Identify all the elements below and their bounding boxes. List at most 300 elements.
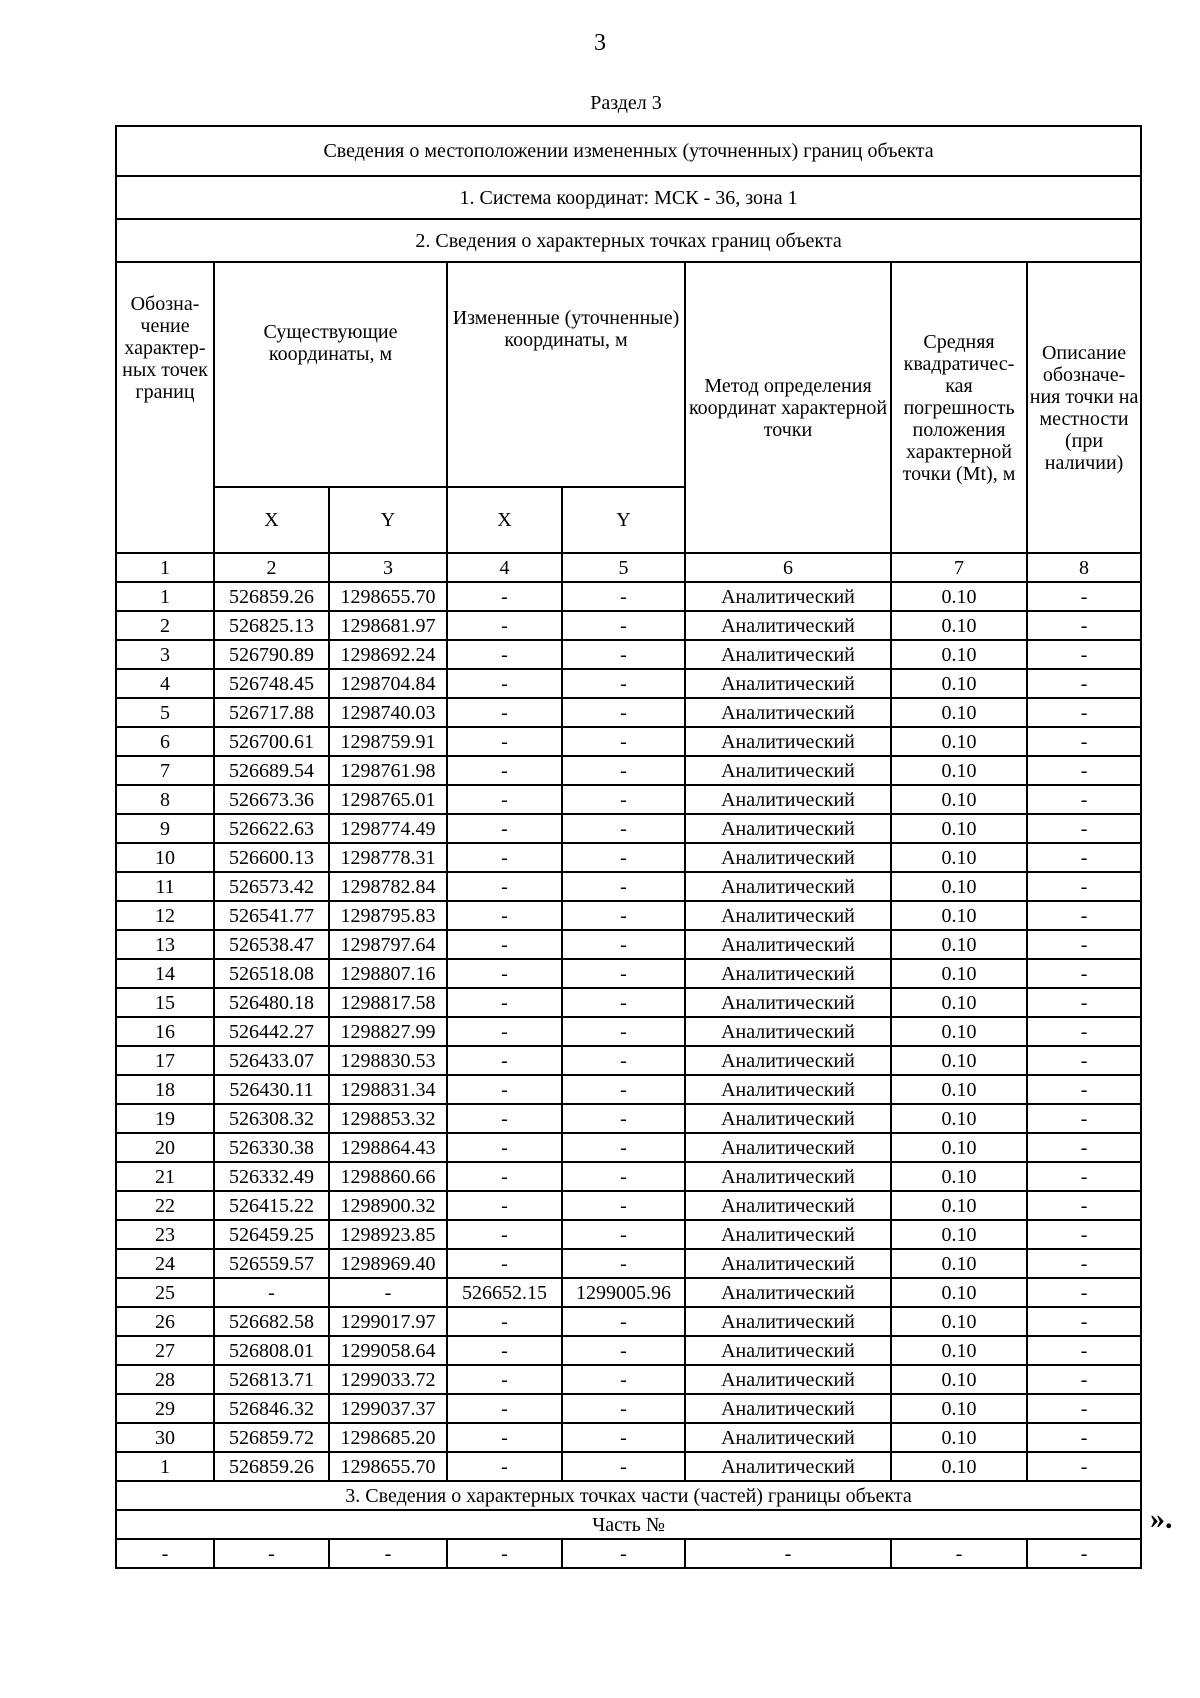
table-cell: 0.10	[891, 756, 1027, 785]
table-cell: -	[214, 1278, 329, 1307]
table-title: Сведения о местоположении измененных (уточненных) границ объекта	[116, 126, 1141, 176]
table-cell: 526330.38	[214, 1133, 329, 1162]
table-cell: -	[562, 1133, 685, 1162]
table-cell: Аналитический	[685, 1220, 891, 1249]
table-cell: -	[1027, 1220, 1141, 1249]
table-cell: 0.10	[891, 611, 1027, 640]
table-cell: 1298765.01	[329, 785, 447, 814]
table-cell: 1298692.24	[329, 640, 447, 669]
coord-system: 1. Система координат: МСК - 36, зона 1	[116, 176, 1141, 219]
table-cell: -	[1027, 843, 1141, 872]
table-cell: 1298827.99	[329, 1017, 447, 1046]
table-cell: 1298795.83	[329, 901, 447, 930]
table-cell: Аналитический	[685, 611, 891, 640]
table-cell: 0.10	[891, 698, 1027, 727]
table-cell: Аналитический	[685, 872, 891, 901]
table-cell: 0.10	[891, 1249, 1027, 1278]
table-cell: 0.10	[891, 1191, 1027, 1220]
table-row	[116, 1336, 1141, 1365]
table-cell: -	[1027, 1133, 1141, 1162]
table-cell: -	[562, 1394, 685, 1423]
table-cell: 0.10	[891, 1394, 1027, 1423]
table-cell: 18	[116, 1075, 214, 1104]
table-cell: 526790.89	[214, 640, 329, 669]
table-cell: 0.10	[891, 901, 1027, 930]
table-cell: 0.10	[891, 872, 1027, 901]
table-cell: 2	[116, 611, 214, 640]
table-cell: -	[685, 1539, 891, 1568]
table-cell: 0.10	[891, 640, 1027, 669]
table-cell: 526518.08	[214, 959, 329, 988]
table-cell: -	[562, 1336, 685, 1365]
table-cell: 0.10	[891, 1278, 1027, 1307]
table-cell: -	[1027, 669, 1141, 698]
table-cell: 1298817.58	[329, 988, 447, 1017]
table-cell: -	[1027, 959, 1141, 988]
table-row	[116, 1307, 1141, 1336]
table-cell: 526459.25	[214, 1220, 329, 1249]
table-cell: -	[447, 1307, 562, 1336]
table-cell: Аналитический	[685, 785, 891, 814]
table-cell: 526559.57	[214, 1249, 329, 1278]
table-cell: 0.10	[891, 669, 1027, 698]
table-cell: Аналитический	[685, 1307, 891, 1336]
table-cell: 0.10	[891, 1104, 1027, 1133]
table-cell: -	[891, 1539, 1027, 1568]
table-cell: -	[1027, 611, 1141, 640]
table-row	[116, 843, 1141, 872]
table-cell: -	[116, 1539, 214, 1568]
table-row	[116, 640, 1141, 669]
table-row	[116, 959, 1141, 988]
table-cell: 0.10	[891, 1017, 1027, 1046]
table-cell: Аналитический	[685, 814, 891, 843]
header-description: Описание обозначе-ния точки на местности (при наличии)	[1027, 262, 1141, 553]
points-title: 2. Сведения о характерных точках границ объекта	[116, 219, 1141, 262]
table-cell: -	[1027, 1278, 1141, 1307]
table-cell: Аналитический	[685, 1075, 891, 1104]
table-cell: -	[447, 1017, 562, 1046]
table-cell: -	[329, 1278, 447, 1307]
table-cell: -	[447, 901, 562, 930]
table-cell: 14	[116, 959, 214, 988]
table-cell: 25	[116, 1278, 214, 1307]
table-cell: 0.10	[891, 1162, 1027, 1191]
table-cell: 5	[116, 698, 214, 727]
table-cell: 0.10	[891, 1075, 1027, 1104]
table-cell: 1298831.34	[329, 1075, 447, 1104]
table-cell: Аналитический	[685, 756, 891, 785]
table-cell: -	[447, 1191, 562, 1220]
table-cell: -	[1027, 872, 1141, 901]
table-cell: -	[562, 698, 685, 727]
table-cell: Аналитический	[685, 698, 891, 727]
table-row	[116, 1133, 1141, 1162]
boundary-points-table	[115, 125, 1142, 1569]
table-row	[116, 1278, 1141, 1307]
table-row	[116, 1075, 1141, 1104]
table-cell: -	[562, 640, 685, 669]
table-cell: 526480.18	[214, 988, 329, 1017]
table-cell: 526415.22	[214, 1191, 329, 1220]
table-cell: -	[1027, 1394, 1141, 1423]
table-row	[116, 814, 1141, 843]
table-cell: -	[447, 756, 562, 785]
table-row	[116, 1046, 1141, 1075]
table-cell: 7	[891, 553, 1027, 582]
table-cell: -	[562, 1249, 685, 1278]
table-cell: -	[1027, 756, 1141, 785]
table-cell: -	[562, 1423, 685, 1452]
table-cell: -	[562, 1017, 685, 1046]
table-cell: Аналитический	[685, 1017, 891, 1046]
table-row	[116, 1365, 1141, 1394]
table-cell: -	[562, 1365, 685, 1394]
table-row	[116, 1104, 1141, 1133]
table-cell: 28	[116, 1365, 214, 1394]
table-cell: -	[447, 1365, 562, 1394]
table-cell: -	[562, 611, 685, 640]
table-cell: 16	[116, 1017, 214, 1046]
table-cell: -	[447, 959, 562, 988]
table-cell: 1298782.84	[329, 872, 447, 901]
table-cell: Аналитический	[685, 640, 891, 669]
table-cell: -	[1027, 1336, 1141, 1365]
table-cell: 526808.01	[214, 1336, 329, 1365]
table-cell: 8	[1027, 553, 1141, 582]
table-cell: 27	[116, 1336, 214, 1365]
table-cell: 23	[116, 1220, 214, 1249]
header-existing-y: Y	[329, 487, 447, 553]
table-cell: 526717.88	[214, 698, 329, 727]
table-cell: 0.10	[891, 1365, 1027, 1394]
table-cell: 1298681.97	[329, 611, 447, 640]
table-cell: 526689.54	[214, 756, 329, 785]
table-cell: 3	[116, 640, 214, 669]
table-cell: -	[1027, 785, 1141, 814]
table-cell: Аналитический	[685, 1046, 891, 1075]
table-cell: Аналитический	[685, 669, 891, 698]
table-cell: 30	[116, 1423, 214, 1452]
table-cell: 15	[116, 988, 214, 1017]
table-cell: 1299005.96	[562, 1278, 685, 1307]
table-cell: 0.10	[891, 1220, 1027, 1249]
table-cell: -	[447, 872, 562, 901]
table-cell: 1299017.97	[329, 1307, 447, 1336]
table-cell: Аналитический	[685, 1133, 891, 1162]
table-row	[116, 901, 1141, 930]
table-cell: -	[1027, 1162, 1141, 1191]
table-cell: 1298864.43	[329, 1133, 447, 1162]
table-cell: 4	[116, 669, 214, 698]
table-cell: -	[562, 814, 685, 843]
table-cell: -	[447, 1249, 562, 1278]
table-row	[116, 930, 1141, 959]
table-cell: -	[447, 669, 562, 698]
table-row	[116, 727, 1141, 756]
table-cell: -	[1027, 727, 1141, 756]
table-cell: 2	[214, 553, 329, 582]
table-cell: 17	[116, 1046, 214, 1075]
column-number-row	[116, 553, 1141, 582]
table-cell: -	[1027, 1249, 1141, 1278]
table-cell: -	[447, 1394, 562, 1423]
table-cell: 0.10	[891, 582, 1027, 611]
table-cell: -	[447, 611, 562, 640]
table-cell: 526813.71	[214, 1365, 329, 1394]
table-cell: 526652.15	[447, 1278, 562, 1307]
table-cell: 19	[116, 1104, 214, 1133]
table-cell: Аналитический	[685, 582, 891, 611]
table-cell: 1	[116, 1452, 214, 1481]
table-cell: -	[1027, 582, 1141, 611]
table-cell: 526673.36	[214, 785, 329, 814]
table-cell: -	[562, 930, 685, 959]
table-cell: -	[447, 1046, 562, 1075]
table-row	[116, 988, 1141, 1017]
table-cell: -	[447, 1133, 562, 1162]
table-cell: -	[1027, 698, 1141, 727]
table-row	[116, 1452, 1141, 1481]
table-cell: -	[447, 1162, 562, 1191]
table-cell: 0.10	[891, 1452, 1027, 1481]
table-cell: 1299037.37	[329, 1394, 447, 1423]
table-row	[116, 669, 1141, 698]
table-cell: 526846.32	[214, 1394, 329, 1423]
table-cell: -	[1027, 1191, 1141, 1220]
table-cell: 1	[116, 582, 214, 611]
table-cell: 6	[116, 727, 214, 756]
table-cell: -	[447, 1452, 562, 1481]
table-cell: 526859.26	[214, 1452, 329, 1481]
table-row	[116, 1220, 1141, 1249]
table-cell: -	[447, 727, 562, 756]
table-cell: 526600.13	[214, 843, 329, 872]
table-cell: 1298774.49	[329, 814, 447, 843]
table-cell: -	[447, 582, 562, 611]
table-cell: -	[1027, 930, 1141, 959]
table-cell: 1298853.32	[329, 1104, 447, 1133]
table-row	[116, 1017, 1141, 1046]
table-cell: 1	[116, 553, 214, 582]
table-cell: 6	[685, 553, 891, 582]
table-cell: -	[447, 785, 562, 814]
table-cell: -	[1027, 1046, 1141, 1075]
table-cell: 1298655.70	[329, 582, 447, 611]
table-cell: Аналитический	[685, 727, 891, 756]
table-cell: -	[562, 1191, 685, 1220]
table-cell: 1298797.64	[329, 930, 447, 959]
table-cell: 11	[116, 872, 214, 901]
table-cell: Аналитический	[685, 843, 891, 872]
table-cell: Аналитический	[685, 901, 891, 930]
table-cell: 26	[116, 1307, 214, 1336]
table-cell: 1298740.03	[329, 698, 447, 727]
table-cell: -	[562, 582, 685, 611]
table-cell: -	[1027, 1017, 1141, 1046]
table-row	[116, 1249, 1141, 1278]
header-existing: Существующие координаты, м	[214, 262, 447, 487]
table-cell: 526859.26	[214, 582, 329, 611]
table-cell: -	[329, 1539, 447, 1568]
table-cell: 29	[116, 1394, 214, 1423]
table-cell: Аналитический	[685, 988, 891, 1017]
table-cell: Аналитический	[685, 1278, 891, 1307]
table-cell: Аналитический	[685, 930, 891, 959]
table-cell: 24	[116, 1249, 214, 1278]
table-cell: 9	[116, 814, 214, 843]
table-cell: 21	[116, 1162, 214, 1191]
table-cell: Аналитический	[685, 1394, 891, 1423]
table-cell: -	[447, 843, 562, 872]
table-cell: -	[562, 756, 685, 785]
table-cell: 0.10	[891, 1307, 1027, 1336]
table-cell: 526682.58	[214, 1307, 329, 1336]
table-cell: -	[447, 814, 562, 843]
page-number: 3	[594, 30, 606, 56]
table-cell: -	[1027, 1423, 1141, 1452]
table-cell: -	[447, 930, 562, 959]
table-row	[116, 1162, 1141, 1191]
table-cell: 526541.77	[214, 901, 329, 930]
table-cell: Аналитический	[685, 1423, 891, 1452]
table-cell: 22	[116, 1191, 214, 1220]
table-cell: 1298923.85	[329, 1220, 447, 1249]
table-cell: -	[1027, 1365, 1141, 1394]
table-row	[116, 698, 1141, 727]
table-row	[116, 785, 1141, 814]
table-row	[116, 756, 1141, 785]
table-cell: 1299058.64	[329, 1336, 447, 1365]
table-cell: 3	[329, 553, 447, 582]
table-cell: 526538.47	[214, 930, 329, 959]
table-cell: -	[447, 1104, 562, 1133]
table-cell: -	[562, 988, 685, 1017]
table-cell: -	[562, 1162, 685, 1191]
table-cell: 526700.61	[214, 727, 329, 756]
table-row	[116, 1423, 1141, 1452]
header-changed-x: X	[447, 487, 562, 553]
table-row	[116, 582, 1141, 611]
parts-title: 3. Сведения о характерных точках части (частей) границы объекта	[116, 1481, 1141, 1510]
table-cell: 1298807.16	[329, 959, 447, 988]
table-cell: -	[562, 872, 685, 901]
table-cell: Аналитический	[685, 1104, 891, 1133]
table-cell: 526433.07	[214, 1046, 329, 1075]
table-cell: 1298704.84	[329, 669, 447, 698]
table-cell: -	[1027, 814, 1141, 843]
header-designation: Обозна-чение характер-ных точек границ	[116, 262, 214, 553]
closing-mark: ».	[1150, 1502, 1173, 1535]
table-cell: 13	[116, 930, 214, 959]
table-cell: 0.10	[891, 843, 1027, 872]
table-cell: 0.10	[891, 988, 1027, 1017]
table-cell: Аналитический	[685, 1162, 891, 1191]
header-existing-x: X	[214, 487, 329, 553]
table-cell: -	[447, 1075, 562, 1104]
table-cell: -	[562, 1075, 685, 1104]
table-cell: 0.10	[891, 1046, 1027, 1075]
table-cell: -	[562, 785, 685, 814]
table-cell: 0.10	[891, 1133, 1027, 1162]
table-cell: -	[562, 959, 685, 988]
table-row	[116, 1191, 1141, 1220]
header-method: Метод определения координат характерной точки	[685, 262, 891, 553]
table-cell: 0.10	[891, 1423, 1027, 1452]
table-cell: -	[447, 1336, 562, 1365]
table-cell: Аналитический	[685, 1249, 891, 1278]
table-cell: 0.10	[891, 785, 1027, 814]
table-cell: 1298778.31	[329, 843, 447, 872]
header-changed: Измененные (уточненные) координаты, м	[447, 262, 685, 487]
table-row	[116, 872, 1141, 901]
table-cell: 1298969.40	[329, 1249, 447, 1278]
table-cell: 526430.11	[214, 1075, 329, 1104]
table-cell: -	[447, 1220, 562, 1249]
table-cell: -	[562, 1104, 685, 1133]
table-cell: -	[1027, 1075, 1141, 1104]
table-cell: -	[447, 1423, 562, 1452]
table-cell: Аналитический	[685, 1452, 891, 1481]
table-cell: 1298830.53	[329, 1046, 447, 1075]
table-cell: 0.10	[891, 814, 1027, 843]
table-cell: -	[447, 988, 562, 1017]
table-row	[116, 611, 1141, 640]
table-cell: 20	[116, 1133, 214, 1162]
table-cell: -	[562, 727, 685, 756]
table-cell: 526748.45	[214, 669, 329, 698]
table-cell: 8	[116, 785, 214, 814]
table-cell: 0.10	[891, 727, 1027, 756]
table-cell: -	[447, 698, 562, 727]
table-cell: 12	[116, 901, 214, 930]
section-title: Раздел 3	[590, 92, 662, 114]
header-changed-y: Y	[562, 487, 685, 553]
table-cell: -	[562, 901, 685, 930]
header-error: Средняя квадратичес-кая погрешность положения характерной точки (Mt), м	[891, 262, 1027, 553]
table-cell: 526308.32	[214, 1104, 329, 1133]
table-cell: -	[562, 1046, 685, 1075]
table-cell: 526332.49	[214, 1162, 329, 1191]
table-cell: 1298685.20	[329, 1423, 447, 1452]
table-cell: Аналитический	[685, 1365, 891, 1394]
table-cell: -	[562, 669, 685, 698]
table-cell: 1298900.32	[329, 1191, 447, 1220]
table-cell: -	[1027, 1307, 1141, 1336]
table-cell: 0.10	[891, 959, 1027, 988]
table-cell: -	[1027, 1539, 1141, 1568]
table-cell: -	[447, 640, 562, 669]
table-cell: 0.10	[891, 1336, 1027, 1365]
table-row	[116, 1394, 1141, 1423]
table-cell: 526859.72	[214, 1423, 329, 1452]
table-cell: 1298860.66	[329, 1162, 447, 1191]
table-cell: -	[1027, 1452, 1141, 1481]
part-row	[116, 1539, 1141, 1568]
table-cell: -	[562, 843, 685, 872]
table-cell: -	[1027, 901, 1141, 930]
table-cell: -	[562, 1452, 685, 1481]
table-cell: -	[447, 1539, 562, 1568]
table-cell: -	[1027, 640, 1141, 669]
table-cell: -	[562, 1307, 685, 1336]
table-cell: 1298759.91	[329, 727, 447, 756]
table-cell: 526825.13	[214, 611, 329, 640]
table-cell: 0.10	[891, 930, 1027, 959]
table-cell: Аналитический	[685, 959, 891, 988]
part-label: Часть №	[116, 1510, 1141, 1539]
table-cell: 1298761.98	[329, 756, 447, 785]
